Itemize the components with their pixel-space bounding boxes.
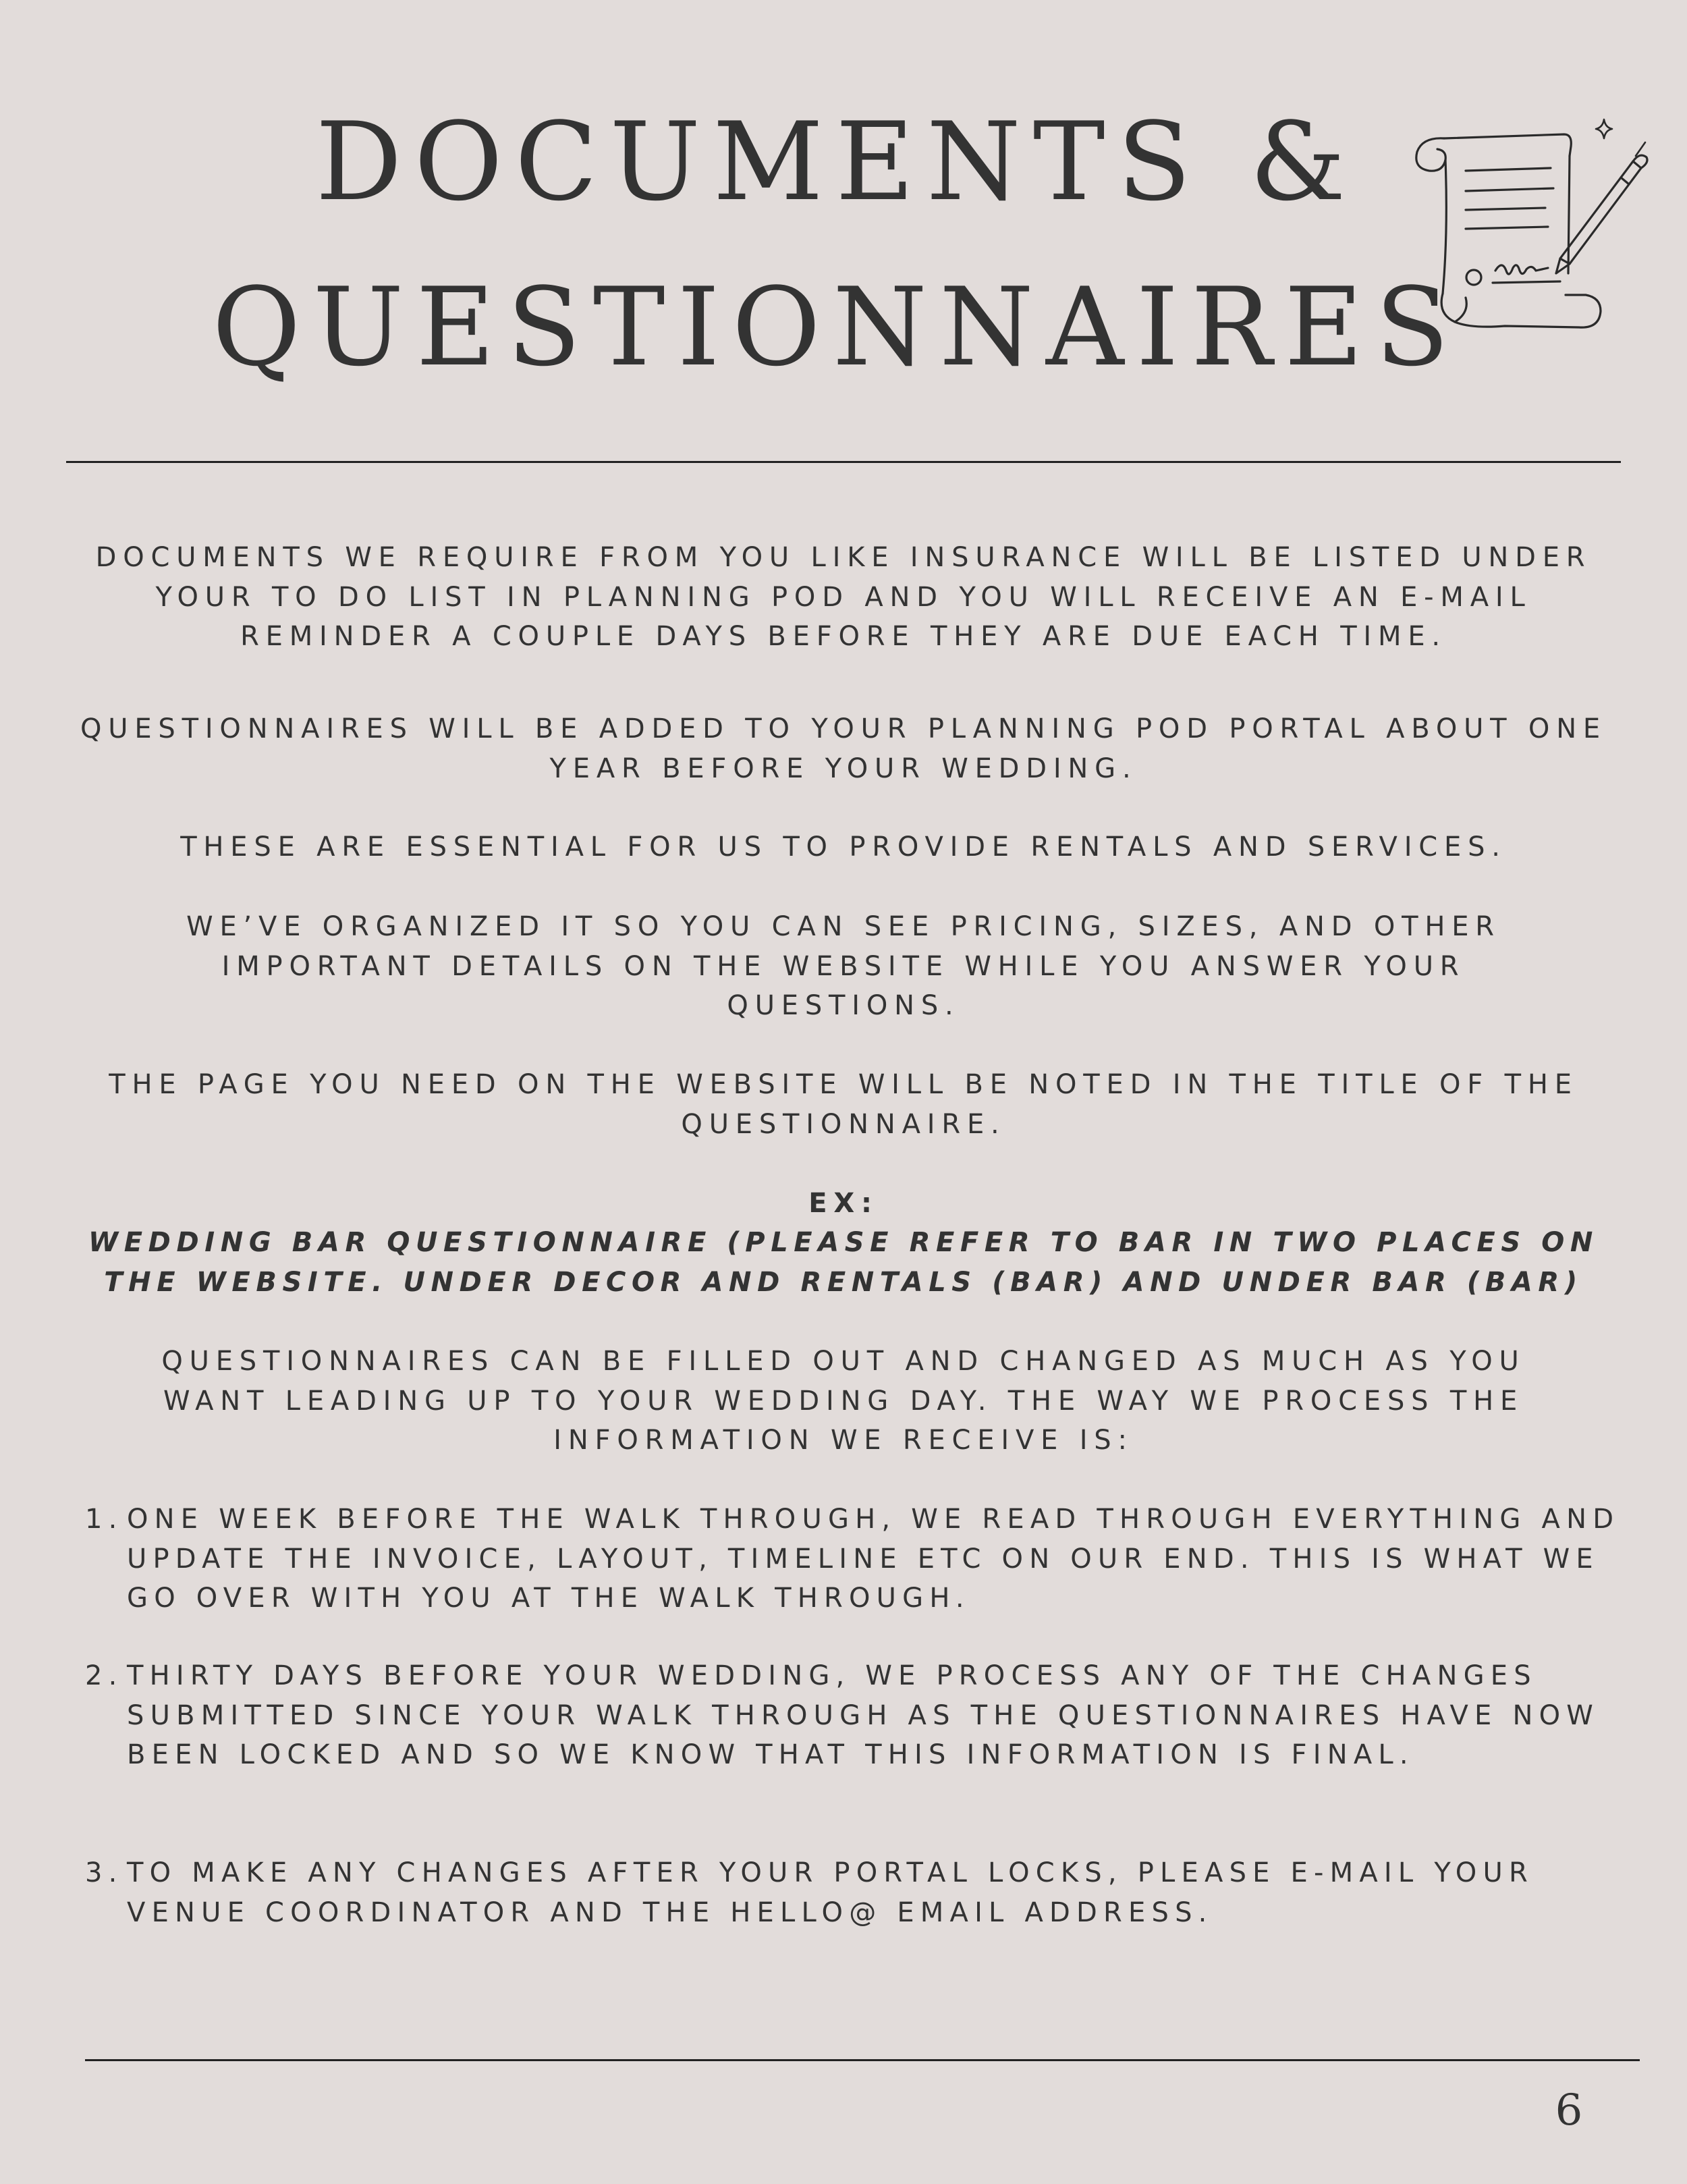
list-item-number: 3.: [85, 1857, 123, 1888]
essential-paragraph: THESE ARE ESSENTIAL FOR US TO PROVIDE RENTALS AND SERVICES.: [180, 831, 1507, 863]
documents-paragraph: DOCUMENTS WE REQUIRE FROM YOU LIKE INSURANCE WILL BE LISTED UNDER YOUR TO DO LIST IN PLANNING POD AND YOU WILL RECEIVE AN E-MAIL REMINDER A COUPLE DAYS BEFORE THEY ARE DUE EACH TIME.: [95, 542, 1592, 652]
list-item: [85, 1853, 1630, 1932]
organized-paragraph: WE’VE ORGANIZED IT SO YOU CAN SEE PRICING, SIZES, AND OTHER IMPORTANT DETAILS ON THE WEBSITE WHILE YOU ANSWER YOUR QUESTIONS.: [186, 911, 1501, 1021]
list-item-text: ONE WEEK BEFORE THE WALK THROUGH, WE READ THROUGH EVERYTHING AND UPDATE THE INVOICE, LAYOUT, TIMELINE ETC ON OUR END. THIS IS WHAT WE GO OVER WITH YOU AT THE WALK THROUGH.: [127, 1504, 1620, 1614]
page-title-line-1: DOCUMENTS &: [315, 99, 1358, 225]
website-page-paragraph: THE PAGE YOU NEED ON THE WEBSITE WILL BE NOTED IN THE TITLE OF THE QUESTIONNAIRE.: [109, 1069, 1578, 1140]
list-item-number: 1.: [85, 1504, 123, 1535]
list-item: [85, 1500, 1630, 1618]
page-title-line-2: QUESTIONNAIRES: [212, 264, 1462, 390]
example-label: EX:: [808, 1188, 879, 1219]
example-text: WEDDING BAR QUESTIONNAIRE (PLEASE REFER TO BAR IN TWO PLACES ON THE WEBSITE. UNDER DECOR AND RENTALS (BAR) AND UNDER BAR (BAR): [88, 1227, 1599, 1298]
questionnaires-paragraph: QUESTIONNAIRES WILL BE ADDED TO YOUR PLANNING POD PORTAL ABOUT ONE YEAR BEFORE YOUR WEDDING.: [80, 713, 1607, 784]
scroll-with-pen-icon: [1404, 111, 1653, 341]
list-item: [85, 1656, 1630, 1775]
top-divider: [66, 461, 1621, 463]
page-number: 6: [1555, 2085, 1583, 2135]
list-item-text: TO MAKE ANY CHANGES AFTER YOUR PORTAL LOCKS, PLEASE E-MAIL YOUR VENUE COORDINATOR AND THE HELLO@ EMAIL ADDRESS.: [127, 1857, 1534, 1928]
process-paragraph: QUESTIONNAIRES CAN BE FILLED OUT AND CHANGED AS MUCH AS YOU WANT LEADING UP TO YOUR WEDDING DAY. THE WAY WE PROCESS THE INFORMATION WE RECEIVE IS:: [161, 1346, 1526, 1456]
bottom-divider: [85, 2059, 1640, 2061]
list-item-text: THIRTY DAYS BEFORE YOUR WEDDING, WE PROCESS ANY OF THE CHANGES SUBMITTED SINCE YOUR WALK THROUGH AS THE QUESTIONNAIRES HAVE NOW BEEN LOCKED AND SO WE KNOW THAT THIS INFORMATION IS FINAL.: [127, 1660, 1600, 1770]
list-item-number: 2.: [85, 1660, 123, 1691]
